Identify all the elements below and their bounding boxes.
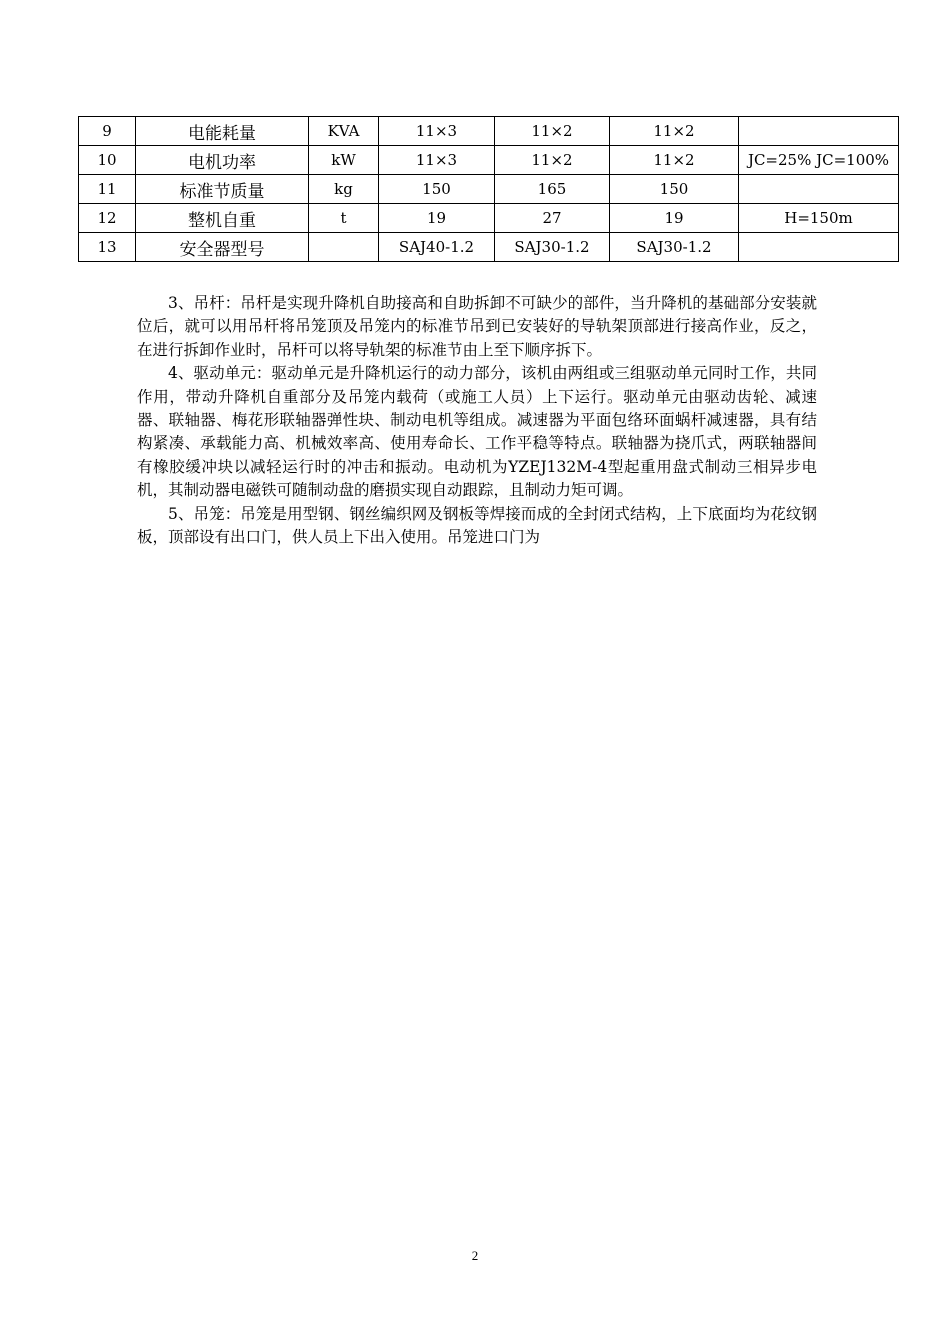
- remark: [739, 233, 899, 262]
- table-row: [79, 146, 899, 175]
- table-row: [79, 204, 899, 233]
- row-number: 9: [79, 117, 136, 146]
- unit: [309, 233, 379, 262]
- unit: kg: [309, 175, 379, 204]
- paragraph-hoist-boom: 3、吊杆：吊杆是实现升降机自助接高和自助拆卸不可缺少的部件，当升降机的基础部分安装就位后，就可以用吊杆将吊笼顶及吊笼内的标准节吊到已安装好的导轨架顶部进行接高作业，反之，在进行拆卸作业时，吊杆可以将导轨架的标准节由上至下顺序拆下。: [137, 294, 817, 359]
- value-a: 150: [379, 175, 495, 204]
- value-c: 11×2: [610, 117, 739, 146]
- remark: [739, 175, 899, 204]
- value-c: SAJ30-1.2: [610, 233, 739, 262]
- row-number: 12: [79, 204, 136, 233]
- unit: t: [309, 204, 379, 233]
- value-b: 165: [495, 175, 610, 204]
- value-a: SAJ40-1.2: [379, 233, 495, 262]
- value-c: 19: [610, 204, 739, 233]
- unit: kW: [309, 146, 379, 175]
- parameter-name: 整机自重: [136, 204, 309, 233]
- table-row: [79, 117, 899, 146]
- table-row: [79, 175, 899, 204]
- value-b: 11×2: [495, 146, 610, 175]
- row-number: 11: [79, 175, 136, 204]
- row-number: 13: [79, 233, 136, 262]
- value-a: 11×3: [379, 146, 495, 175]
- value-c: 11×2: [610, 146, 739, 175]
- remark: [739, 117, 899, 146]
- parameter-name: 电机功率: [136, 146, 309, 175]
- value-a: 11×3: [379, 117, 495, 146]
- paragraph-drive-unit: 4、驱动单元：驱动单元是升降机运行的动力部分，该机由两组或三组驱动单元同时工作，共同作用，带动升降机自重部分及吊笼内载荷（或施工人员）上下运行。驱动单元由驱动齿轮、减速器、联轴器、梅花形联轴器弹性块、制动电机等组成。减速器为平面包络环面蜗杆减速器，具有结构紧凑、承载能力高、机械效率高、使用寿命长、工作平稳等特点。联轴器为挠爪式，两联轴器间有橡胶缓冲块以减轻运行时的冲击和振动。电动机为YZEJ132M-4型起重用盘式制动三相异步电机，其制动器电磁铁可随制动盘的磨损实现自动跟踪，且制动力矩可调。: [137, 364, 817, 500]
- parameter-name: 电能耗量: [136, 117, 309, 146]
- table-row: [79, 233, 899, 262]
- unit: KVA: [309, 117, 379, 146]
- remark: JC=25% JC=100%: [739, 146, 899, 175]
- paragraph-cage: 5、吊笼：吊笼是用型钢、钢丝编织网及钢板等焊接而成的全封闭式结构，上下底面均为花纹钢板，顶部设有出口门，供人员上下出入使用。吊笼进口门为: [137, 504, 817, 547]
- value-b: SAJ30-1.2: [495, 233, 610, 262]
- body-text: [137, 292, 817, 549]
- page-number: 2: [471, 1248, 479, 1263]
- value-a: 19: [379, 204, 495, 233]
- parameter-name: 安全器型号: [136, 233, 309, 262]
- row-number: 10: [79, 146, 136, 175]
- remark: H=150m: [739, 204, 899, 233]
- parameter-name: 标准节质量: [136, 175, 309, 204]
- value-b: 27: [495, 204, 610, 233]
- value-b: 11×2: [495, 117, 610, 146]
- value-c: 150: [610, 175, 739, 204]
- spec-table: [78, 116, 899, 262]
